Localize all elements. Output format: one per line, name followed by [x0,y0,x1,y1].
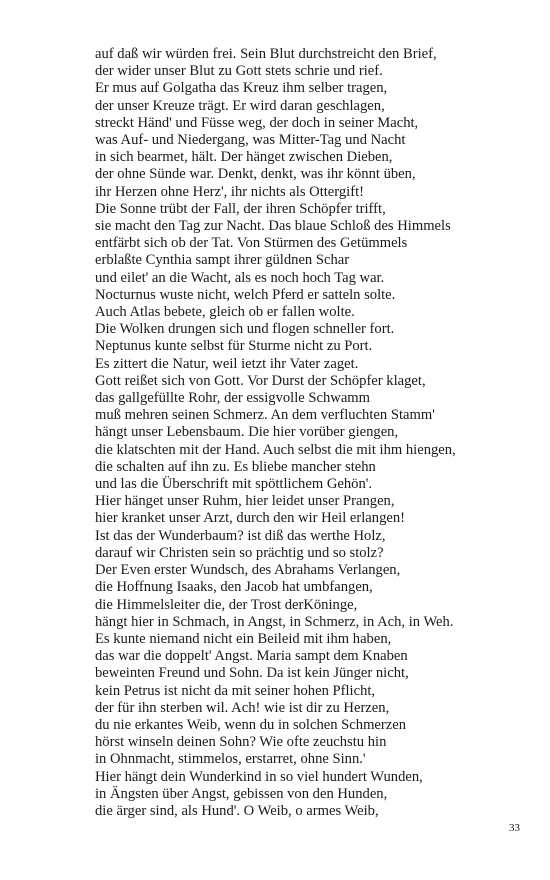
poem-line: auf daß wir würden frei. Sein Blut durchstreicht den Brief, [95,46,437,62]
page-number: 33 [509,822,520,834]
poem-line: Neptunus kunte selbst für Sturme nicht zu Port. [95,338,373,355]
poem-line: ihr Herzen ohne Herz', ihr nichts als Ottergift! [95,183,365,200]
poem-line: Er mus auf Golgatha das Kreuz ihm selber tragen, [95,80,388,97]
poem-line: der unser Kreuze trägt. Er wird daran geschlagen, [95,97,385,114]
poem-line: erblaßte Cynthia sampt ihrer güldnen Schar [95,252,350,269]
poem-line: Die Sonne trübt der Fall, der ihren Schöpfer trifft, [95,200,386,217]
poem-line: hängt unser Lebensbaum. Die hier vorüber giengen, [95,424,399,441]
poem-line: Gott reißet sich von Gott. Vor Durst der Schöpfer klaget, [95,372,426,389]
poem-text [95,46,525,820]
poem-line: Nocturnus wuste nicht, welch Pferd er satteln solte. [95,286,396,303]
poem-line: Auch Atlas bebete, gleich ob er fallen wolte. [95,304,355,321]
poem-line: in Ohnmacht, stimmelos, erstarret, ohne Sinn.' [95,751,366,768]
poem-line: Hier hängt dein Wunderkind in so viel hundert Wunden, [95,768,423,785]
poem-line: der ohne Sünde war. Denkt, denkt, was ihr könnt üben, [95,166,416,183]
poem-line: in sich bearmet, hält. Der hänget zwischen Dieben, [95,149,393,166]
poem-line: kein Petrus ist nicht da mit seiner hohen Pflicht, [95,682,376,699]
poem-line: Es kunte niemand nicht ein Beileid mit ihm haben, [95,630,392,647]
poem-line: die Himmelsleiter die, der Trost derKöninge, [95,596,358,613]
poem-line: die schalten auf ihn zu. Es bliebe mancher stehn [95,458,376,475]
poem-line: Der Even erster Wundsch, des Abrahams Verlangen, [95,562,401,579]
poem-line: das war die doppelt' Angst. Maria sampt dem Knaben [95,648,408,665]
poem-line: darauf wir Christen sein so prächtig und so stolz? [95,544,384,561]
poem-line: sie macht den Tag zur Nacht. Das blaue Schloß des Himmels [95,218,451,235]
poem-line: beweinten Freund und Sohn. Da ist kein Jünger nicht, [95,665,409,682]
poem-line: hörst winseln deinen Sohn? Wie ofte zeuchstu hin [95,734,387,751]
poem-line: Die Wolken drungen sich und flogen schneller fort. [95,321,395,338]
poem-line: Hier hänget unser Ruhm, hier leidet unser Prangen, [95,493,395,510]
poem-line: Ist das der Wunderbaum? ist diß das werthe Holz, [95,527,386,544]
poem-line: streckt Händ' und Füsse weg, der doch in seiner Macht, [95,114,419,131]
poem-line: die klatschten mit der Hand. Auch selbst die mit ihm hiengen, [95,441,456,458]
poem-line: in Ängsten über Angst, gebissen von den Hunden, [95,785,388,802]
poem-line: das gallgefüllte Rohr, der essigvolle Schwamm [95,390,371,407]
poem-line: die ärger sind, als Hund'. O Weib, o armes Weib, [95,802,379,819]
poem-line: was Auf- und Niedergang, was Mitter-Tag und Nacht [95,132,406,149]
poem-line: entfärbt sich ob der Tat. Von Stürmen des Getümmels [95,235,408,252]
poem-line: der für ihn sterben wil. Ach! wie ist dir zu Herzen, [95,699,390,716]
poem-line: die Hoffnung Isaaks, den Jacob hat umbfangen, [95,579,373,596]
poem-line: und las die Überschrift mit spöttlichem Gehön'. [95,476,373,493]
poem-line: hängt hier in Schmach, in Angst, in Schmerz, in Ach, in Weh. [95,613,454,630]
poem-line: und eilet' an die Wacht, als es noch hoch Tag war. [95,269,385,286]
poem-line: Es zittert die Natur, weil ietzt ihr Vater zaget. [95,355,359,372]
poem-line: muß mehren seinen Schmerz. An dem verfluchten Stamm' [95,407,435,424]
poem-line: der wider unser Blut zu Gott stets schrie und rief. [95,63,383,80]
poem-line: hier kranket unser Arzt, durch den wir Heil erlangen! [95,510,405,527]
poem-line: du nie erkantes Weib, wenn du in solchen Schmerzen [95,716,407,733]
